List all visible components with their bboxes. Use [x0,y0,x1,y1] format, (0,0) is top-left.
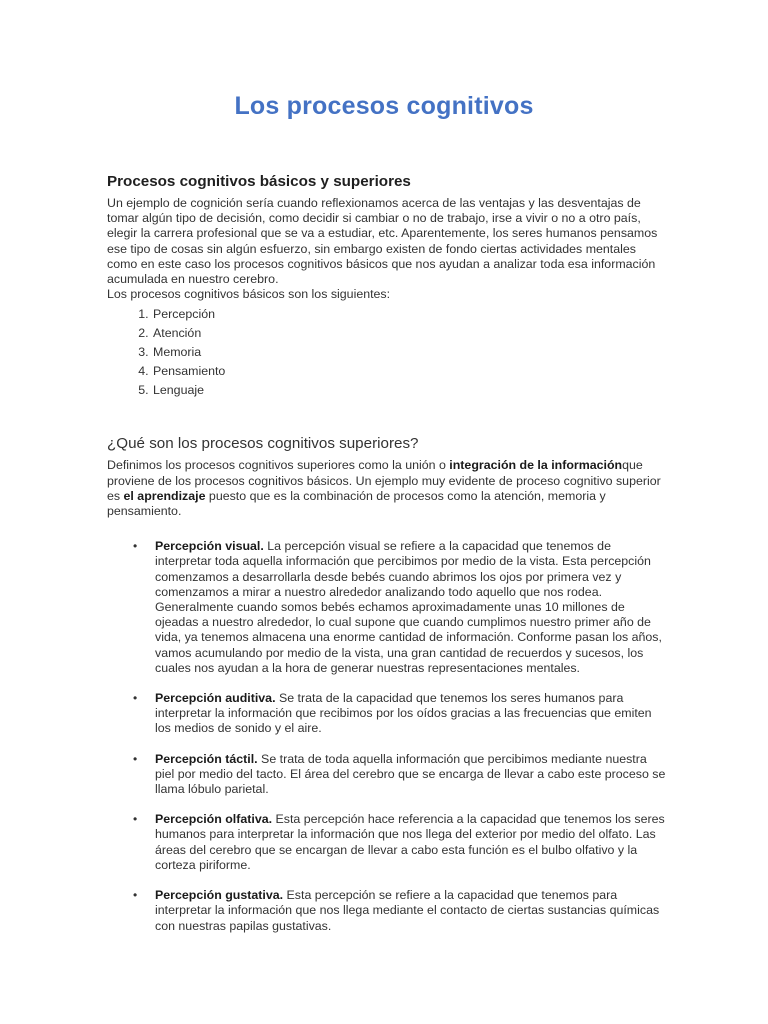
list-item: 2. Atención [152,324,667,343]
perception-item-title: Percepción gustativa. [155,888,284,903]
bullet-icon: • [133,539,138,554]
perception-item-text: Esta percepción hace referencia a la capacidad que tenemos los seres humanos para interpretar la información que nos llega del exterior por medio del olfato. Las áreas del cerebro que se encargan de llevar a cabo esta función es el bulbo olfativo y la corteza piriforme. [155,812,665,872]
basic-processes-list [107,305,667,400]
perception-item-text: Esta percepción se refiere a la capacidad que tenemos para interpretar la información que nos llega mediante el contacto de ciertas sustancias químicas con nuestras papilas gustativas. [155,888,660,933]
paragraph-text: Definimos los procesos cognitivos superiores como la unión o [107,458,450,473]
perception-item-visual [133,539,667,676]
superior-definition-paragraph [107,458,667,519]
spacer [107,519,667,539]
list-intro: Los procesos cognitivos básicos son los siguientes: [107,287,391,302]
perception-item-auditory [133,691,667,737]
list-item: 1. Percepción [152,305,667,324]
bullet-icon: • [133,691,138,706]
list-item: 3. Memoria [152,343,667,362]
perception-item-title: Percepción olfativa. [155,812,273,827]
perception-item-olfactory [133,812,667,873]
list-item: 4. Pensamiento [152,362,667,381]
document-title: Los procesos cognitivos [234,92,534,120]
perception-item-gustatory [133,888,667,934]
section-heading-superior: ¿Qué son los procesos cognitivos superiores? [107,435,419,453]
spacer [107,400,667,434]
perception-item-tactile [133,751,667,798]
perception-item-text: La percepción visual se refiere a la capacidad que tenemos de interpretar toda aquella información que percibimos por medio de la vista. Esta percepción comenzamos a desarrollarla desde bebés cuando abrimos los ojos por primera vez y comenzamos a mirar a nuestro alrededor analizando todo aquello que nos rodea. Generalmente cuando somos bebés echamos aproximadamente unas 10 millones de ojeadas a nuestro alrededor, lo cual supone que cuando cumplimos nuestro primer año de vida, ya tenemos almacena una enorme cantidad de información. Conforme pasan los años, vamos acumulando por medio de la vista, una gran cantidad de recuerdos y sucesos, los cuales nos ayudan a la hora de generar nuestras representaciones mentales. [155,539,662,675]
intro-paragraph: Un ejemplo de cognición sería cuando reflexionamos acerca de las ventajas y las desventajas de tomar algún tipo de decisión, como decidir si cambiar o no de trabajo, irse a vivir o no a otro país, elegir la carrera profesional que se va a estudiar, etc. Aparentemente, los seres humanos pensamos ese tipo de cosas sin algún esfuerzo, sin embargo existen de fondo ciertas actividades mentales como en este caso los procesos cognitivos básicos que nos ayudan a analizar toda esa información acumulada en nuestro cerebro. [107,196,658,287]
bullet-icon: • [133,812,138,827]
perception-item-title: Percepción visual. [155,539,264,554]
perception-item-text: Se trata de toda aquella información que percibimos mediante nuestra piel por medio del tacto. El área del cerebro que se encarga de llevar a cabo este proceso se llama lóbulo parietal. [155,751,666,797]
paragraph-text: puesto que es la combinación de procesos como la atención, memoria y pensamiento. [107,488,606,519]
bold-term-integration: integración de la información [449,458,623,473]
bullet-icon: • [133,751,138,766]
perception-item-title: Percepción táctil. [155,751,258,766]
bullet-icon: • [133,888,138,903]
paragraph-text: que proviene de los procesos cognitivos básicos. Un ejemplo muy evidente de proceso cognitivo superior es [107,458,661,503]
perception-list [107,539,667,933]
section-heading-basic-superior: Procesos cognitivos básicos y superiores [107,173,411,190]
perception-item-text: Se trata de la capacidad que tenemos los seres humanos para interpretar la información que recibimos por los oídos gracias a las frecuencias que emiten los medios de sonido y el aire. [155,691,652,736]
document-body [107,172,667,949]
bold-term-learning: el aprendizaje [123,488,206,503]
list-item: 5. Lenguaje [152,381,667,400]
perception-item-title: Percepción auditiva. [155,691,276,706]
